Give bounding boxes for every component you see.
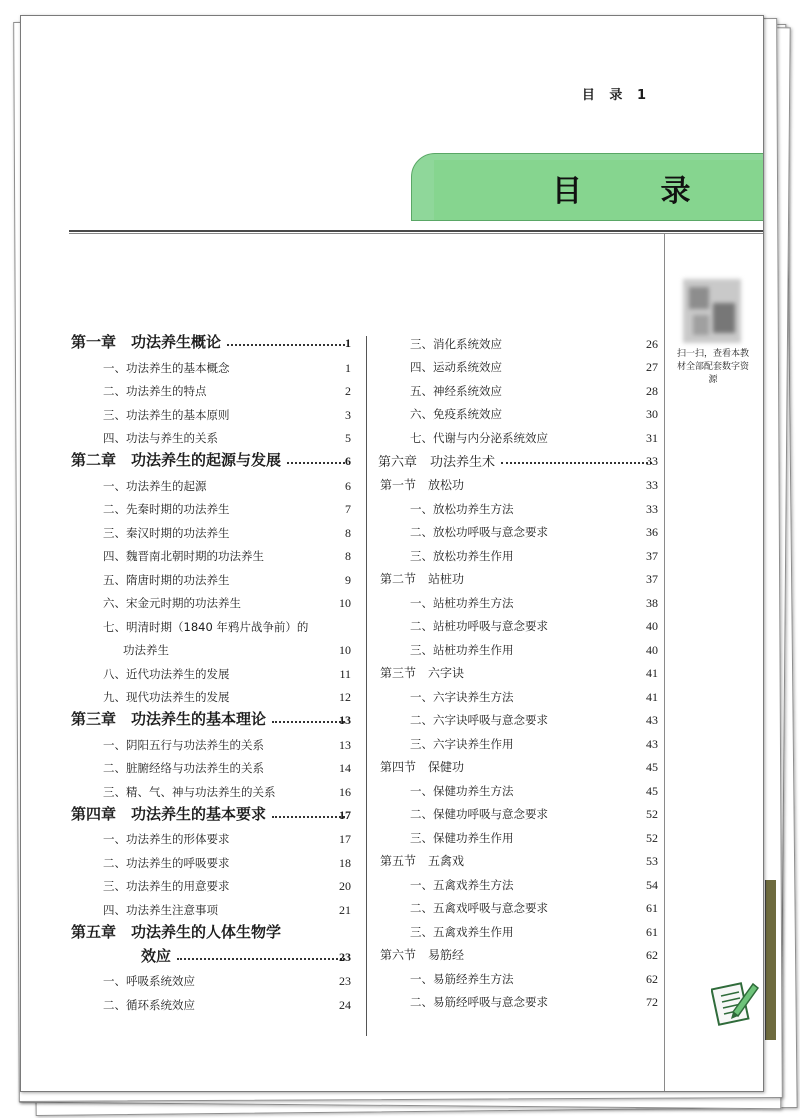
column-divider (366, 336, 367, 1036)
toc-entry-title: 五、神经系统效应 (410, 383, 502, 398)
toc-chapter[interactable] (71, 705, 351, 729)
toc-page-number: 41 (646, 666, 658, 680)
toc-page-number: 37 (646, 572, 658, 586)
toc-entry-title: 九、现代功法养生的发展 (103, 690, 230, 704)
toc-entry-title: 一、功法养生的基本概念 (103, 360, 230, 375)
toc-page-number: 40 (646, 642, 658, 657)
title-rule (69, 230, 764, 232)
toc-entry[interactable] (378, 611, 658, 635)
toc-entry[interactable] (378, 352, 658, 376)
toc-entry-title: 三、功法养生的基本原则 (103, 407, 230, 422)
toc-entry-title: 三、消化系统效应 (410, 336, 502, 351)
toc-entry-title: 一、五禽戏养生方法 (410, 877, 514, 892)
toc-entry-title: 三、功法养生的用意要求 (103, 879, 230, 893)
toc-entry-title: 第一节 放松功 (380, 478, 465, 492)
toc-entry[interactable] (71, 399, 351, 423)
toc-entry-title: 一、功法养生的形体要求 (103, 832, 230, 846)
toc-entry[interactable] (378, 728, 658, 752)
toc-section[interactable] (378, 470, 658, 494)
toc-chapter[interactable] (378, 446, 658, 470)
toc-entry[interactable] (71, 989, 351, 1013)
toc-section[interactable] (378, 752, 658, 776)
toc-page-number: 43 (646, 713, 658, 727)
toc-entry[interactable] (71, 423, 351, 447)
toc-column-left (71, 328, 351, 1013)
toc-page-number: 62 (646, 971, 658, 986)
toc-page-number: 10 (339, 596, 351, 610)
toc-page-number: 33 (646, 478, 658, 492)
qr-caption: 扫一扫，查看本教材全部配套数字资源 (676, 349, 749, 385)
toc-entry[interactable] (378, 493, 658, 517)
toc-page-number: 54 (646, 877, 658, 892)
toc-entry-title: 第三章 功法养生的基本理论 (71, 710, 267, 728)
toc-page-number: 16 (339, 784, 351, 799)
toc-page-number: 52 (646, 807, 658, 821)
toc-entry[interactable] (378, 869, 658, 893)
toc-entry[interactable] (71, 966, 351, 990)
toc-entry[interactable] (71, 494, 351, 518)
toc-entry[interactable] (378, 587, 658, 611)
toc-entry-title: 功法养生 (123, 643, 169, 657)
toc-section[interactable] (378, 846, 658, 870)
title-banner (411, 153, 764, 221)
toc-entry-title: 二、循环系统效应 (103, 997, 195, 1012)
toc-entry-title: 二、五禽戏呼吸与意念要求 (410, 901, 548, 915)
toc-entry-title: 二、易筋经呼吸与意念要求 (410, 995, 548, 1009)
toc-entry[interactable] (71, 894, 351, 918)
toc-entry-title: 一、保健功养生方法 (410, 783, 514, 798)
toc-page-number: 3 (345, 407, 351, 422)
toc-entry[interactable] (71, 352, 351, 376)
toc-entry-title: 四、运动系统效应 (410, 360, 502, 374)
toc-entry-title: 三、秦汉时期的功法养生 (103, 525, 230, 540)
toc-entry[interactable] (71, 611, 351, 635)
toc-page-number: 27 (646, 360, 658, 374)
toc-section[interactable] (378, 940, 658, 964)
toc-entry-title: 二、功法养生的特点 (103, 384, 207, 398)
title-rule-thin (69, 233, 764, 234)
toc-entry[interactable] (378, 799, 658, 823)
toc-section[interactable] (378, 658, 658, 682)
toc-entry[interactable] (71, 824, 351, 848)
toc-entry-title: 第五节 五禽戏 (380, 854, 465, 868)
toc-entry-title: 效应 (141, 946, 172, 965)
toc-entry[interactable] (378, 540, 658, 564)
margin-divider (664, 234, 665, 1092)
toc-entry[interactable] (71, 847, 351, 871)
toc-entry-title: 第四章 功法养生的基本要求 (71, 804, 267, 823)
toc-entry-title: 二、先秦时期的功法养生 (103, 502, 230, 516)
toc-leader-dots (272, 721, 345, 723)
toc-entry-title: 第六节 易筋经 (380, 948, 465, 962)
toc-chapter[interactable] (71, 918, 351, 942)
toc-page-number: 13 (339, 737, 351, 752)
toc-page-number: 53 (646, 854, 658, 868)
qr-code[interactable] (683, 279, 741, 343)
toc-page-number: 5 (345, 431, 351, 445)
toc-page-number: 41 (646, 689, 658, 704)
toc-page-number: 36 (646, 525, 658, 539)
toc-page-number: 40 (646, 619, 658, 633)
toc-entry[interactable] (71, 564, 351, 588)
toc-page-number: 23 (339, 974, 351, 988)
toc-page-number: 1 (345, 336, 351, 350)
toc-entry[interactable] (378, 893, 658, 917)
toc-chapter[interactable] (71, 446, 351, 470)
toc-chapter[interactable] (71, 328, 351, 352)
toc-entry-title: 二、保健功呼吸与意念要求 (410, 807, 548, 821)
toc-entry-title: 五、隋唐时期的功法养生 (103, 572, 230, 587)
toc-page-number: 37 (646, 548, 658, 563)
toc-entry-title: 三、六字诀养生作用 (410, 736, 514, 751)
toc-page-number: 6 (345, 478, 351, 493)
toc-entry-title: 一、六字诀养生方法 (410, 689, 514, 704)
toc-entry[interactable] (71, 682, 351, 706)
toc-page-number: 24 (339, 997, 351, 1012)
toc-page-number: 72 (646, 995, 658, 1009)
toc-entry[interactable] (378, 681, 658, 705)
toc-page-number: 38 (646, 595, 658, 610)
toc-entry-title: 第四节 保健功 (380, 760, 465, 774)
toc-entry-title: 一、呼吸系统效应 (103, 974, 195, 988)
toc-page-number: 2 (345, 384, 351, 398)
toc-entry-title: 三、保健功养生作用 (410, 830, 514, 845)
toc-leader-dots (287, 462, 345, 464)
toc-page-number: 23 (339, 949, 351, 964)
toc-entry[interactable] (71, 635, 351, 659)
toc-entry-title: 二、脏腑经络与功法养生的关系 (103, 761, 264, 775)
toc-page-number: 45 (646, 783, 658, 798)
toc-entry-title: 第五章 功法养生的人体生物学 (71, 922, 282, 941)
toc-entry[interactable] (71, 517, 351, 541)
toc-entry-title: 二、功法养生的呼吸要求 (103, 855, 230, 870)
toc-entry-title: 一、阴阳五行与功法养生的关系 (103, 737, 264, 752)
toc-entry-title: 八、近代功法养生的发展 (103, 666, 230, 681)
toc-page-number: 21 (339, 902, 351, 917)
toc-entry-title: 第二节 站桩功 (380, 572, 465, 586)
toc-leader-dots (177, 958, 345, 960)
toc-page-number: 1 (345, 360, 351, 375)
toc-page-number: 13 (339, 713, 351, 727)
toc-entry[interactable] (378, 375, 658, 399)
toc-page-number: 17 (339, 807, 351, 822)
toc-entry[interactable] (378, 328, 658, 352)
toc-entry-title: 七、明清时期（1840 年鸦片战争前）的 (103, 619, 309, 634)
toc-entry[interactable] (378, 987, 658, 1011)
toc-entry[interactable] (71, 658, 351, 682)
toc-leader-dots (227, 344, 345, 346)
toc-column-right (378, 328, 658, 1010)
toc-entry-title: 第一章 功法养生概论 (71, 333, 222, 351)
toc-page-number: 20 (339, 879, 351, 893)
toc-entry-title: 三、站桩功养生作用 (410, 642, 514, 657)
toc-section[interactable] (378, 564, 658, 588)
toc-page-number: 8 (345, 549, 351, 563)
toc-page-number: 28 (646, 383, 658, 398)
toc-entry-title: 三、放松功养生作用 (410, 548, 514, 563)
toc-page-number: 11 (339, 666, 351, 681)
toc-entry-title: 四、魏晋南北朝时期的功法养生 (103, 549, 264, 563)
toc-entry[interactable] (71, 776, 351, 800)
toc-entry-title: 第三节 六字诀 (380, 666, 465, 680)
toc-page-number: 18 (339, 855, 351, 870)
toc-entry[interactable] (378, 705, 658, 729)
toc-entry[interactable] (378, 422, 658, 446)
toc-leader-dots (501, 462, 652, 464)
page-title: 目 录 (552, 174, 725, 209)
toc-entry-title: 三、精、气、神与功法养生的关系 (103, 784, 276, 799)
running-header: 目 录 1 (581, 88, 651, 103)
toc-entry[interactable] (71, 541, 351, 565)
toc-entry[interactable] (71, 470, 351, 494)
toc-entry-title: 四、功法与养生的关系 (103, 431, 218, 445)
toc-entry-title: 第六章 功法养生术 (378, 454, 496, 470)
toc-page-number: 45 (646, 760, 658, 774)
toc-entry[interactable] (378, 963, 658, 987)
toc-page-number: 61 (646, 924, 658, 939)
toc-page-number: 7 (345, 502, 351, 516)
toc-entry[interactable] (71, 376, 351, 400)
toc-entry[interactable] (71, 753, 351, 777)
book-spine (765, 880, 776, 1040)
toc-page (20, 15, 764, 1092)
toc-entry-title: 一、功法养生的起源 (103, 478, 207, 493)
toc-chapter[interactable] (71, 800, 351, 824)
toc-page-number: 61 (646, 901, 658, 915)
toc-entry-title: 七、代谢与内分泌系统效应 (410, 430, 548, 445)
toc-entry-title: 四、功法养生注意事项 (103, 902, 218, 917)
toc-entry-title: 二、站桩功呼吸与意念要求 (410, 619, 548, 633)
toc-entry[interactable] (378, 822, 658, 846)
toc-page-number: 31 (646, 430, 658, 445)
toc-chapter[interactable] (71, 942, 351, 966)
toc-page-number: 8 (345, 525, 351, 540)
toc-page-number: 9 (345, 572, 351, 587)
toc-page-number: 52 (646, 830, 658, 845)
toc-entry[interactable] (378, 517, 658, 541)
toc-page-number: 26 (646, 336, 658, 351)
toc-page-number: 33 (646, 501, 658, 516)
toc-entry[interactable] (378, 775, 658, 799)
toc-entry-title: 第二章 功法养生的起源与发展 (71, 451, 282, 469)
toc-entry[interactable] (71, 588, 351, 612)
toc-page-number: 10 (339, 643, 351, 657)
toc-page-number: 14 (339, 761, 351, 775)
toc-entry[interactable] (378, 634, 658, 658)
toc-entry[interactable] (71, 729, 351, 753)
toc-entry[interactable] (378, 399, 658, 423)
toc-page-number: 62 (646, 948, 658, 962)
toc-entry-title: 二、六字诀呼吸与意念要求 (410, 713, 548, 727)
notes-pencil-icon (711, 976, 759, 1028)
toc-page-number: 6 (345, 454, 351, 468)
toc-entry-title: 一、站桩功养生方法 (410, 595, 514, 610)
toc-entry-title: 三、五禽戏养生作用 (410, 924, 514, 939)
toc-entry-title: 二、放松功呼吸与意念要求 (410, 525, 548, 539)
toc-leader-dots (272, 816, 345, 818)
toc-entry[interactable] (378, 916, 658, 940)
toc-page-number: 43 (646, 736, 658, 751)
toc-entry[interactable] (71, 871, 351, 895)
toc-page-number: 30 (646, 407, 658, 421)
toc-page-number: 12 (339, 690, 351, 704)
toc-entry-title: 一、放松功养生方法 (410, 501, 514, 516)
toc-entry-title: 六、免疫系统效应 (410, 407, 502, 421)
toc-entry-title: 六、宋金元时期的功法养生 (103, 596, 241, 610)
toc-page-number: 17 (339, 832, 351, 846)
toc-entry-title: 一、易筋经养生方法 (410, 971, 514, 986)
toc-page-number: 33 (646, 453, 658, 468)
